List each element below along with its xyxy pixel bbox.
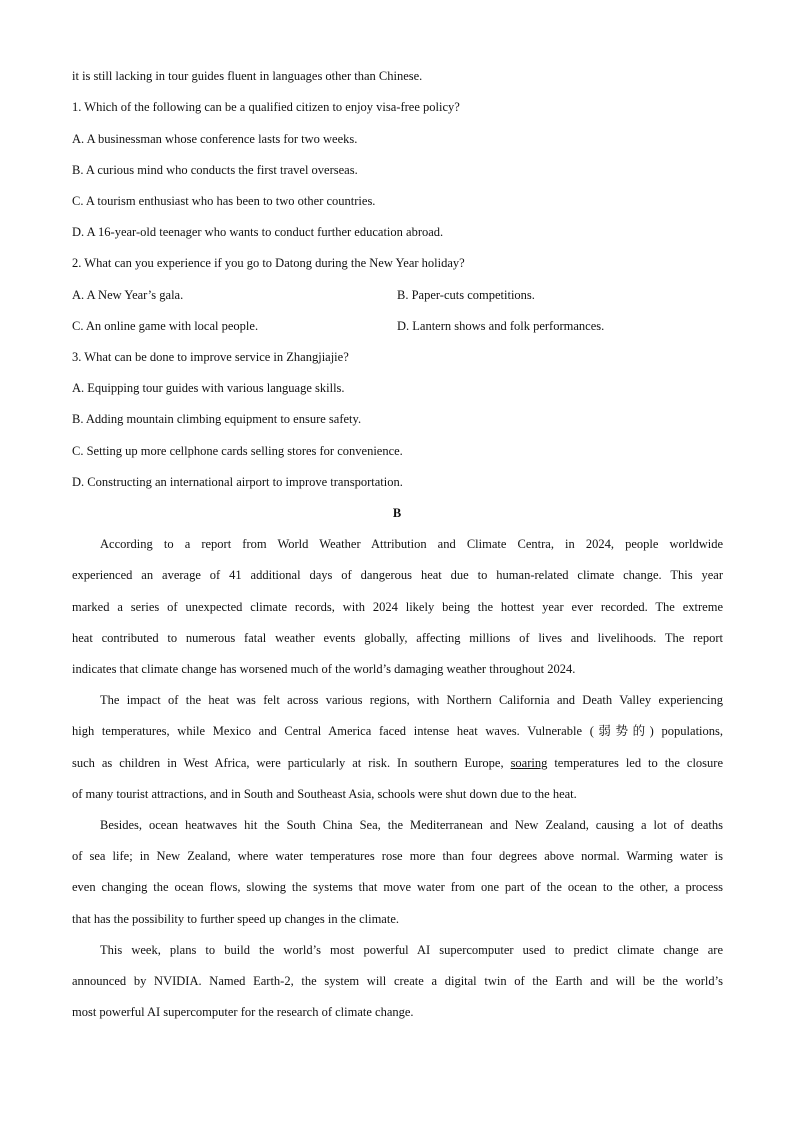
passage-b-line: that has the possibility to further speed up changes in the climate. — [72, 912, 400, 926]
passage-b-line: The impact of the heat was felt across various regions, with Northern California and Death Valley experiencing — [100, 693, 723, 707]
section-b-heading: B — [392, 506, 402, 520]
underlined-word: soaring — [510, 756, 548, 770]
question-3-option-a: A. Equipping tour guides with various language skills. — [72, 381, 345, 395]
question-1-option-a: A. A businessman whose conference lasts for two weeks. — [72, 132, 358, 146]
passage-b-line: announced by NVIDIA. Named Earth-2, the system will create a digital twin of the Earth and will be the world’s — [72, 974, 723, 988]
passage-b-line: heat contributed to numerous fatal weather events globally, affecting millions of lives and livelihoods. The report — [72, 631, 723, 645]
question-3-option-c: C. Setting up more cellphone cards selling stores for convenience. — [72, 444, 403, 458]
question-3-stem: 3. What can be done to improve service in Zhangjiajie? — [72, 350, 349, 364]
question-2-option-a: A. A New Year’s gala. — [72, 288, 184, 302]
passage-b-line: According to a report from World Weather Attribution and Climate Centra, in 2024, people worldwide — [100, 537, 723, 551]
passage-b-line: even changing the ocean flows, slowing the systems that move water from one part of the ocean to the other, a process — [72, 880, 723, 894]
passage-b-line: indicates that climate change has worsened much of the world’s damaging weather throughout 2024. — [72, 662, 576, 676]
question-1-option-c: C. A tourism enthusiast who has been to two other countries. — [72, 194, 376, 208]
question-1-option-d: D. A 16-year-old teenager who wants to conduct further education abroad. — [72, 225, 444, 239]
question-2-option-b: B. Paper-cuts competitions. — [397, 288, 535, 302]
question-1-stem: 1. Which of the following can be a qualified citizen to enjoy visa-free policy? — [72, 100, 460, 114]
question-3-option-d: D. Constructing an international airport to improve transportation. — [72, 475, 403, 489]
passage-a-last-line: it is still lacking in tour guides fluent in languages other than Chinese. — [72, 69, 423, 83]
passage-b-line: experienced an average of 41 additional days of dangerous heat due to human-related climate change. This year — [72, 568, 723, 582]
passage-b-line: Besides, ocean heatwaves hit the South China Sea, the Mediterranean and New Zealand, causing a lot of deaths — [100, 818, 723, 832]
passage-b-line: This week, plans to build the world’s most powerful AI supercomputer used to predict climate change are — [100, 943, 723, 957]
passage-b-line: of sea life; in New Zealand, where water temperatures rose more than four degrees above normal. Warming water is — [72, 849, 723, 863]
passage-b-text: such as children in West Africa, were particularly at risk. In southern Europe, — [72, 756, 504, 770]
question-2-stem: 2. What can you experience if you go to Datong during the New Year holiday? — [72, 256, 465, 270]
question-3-option-b: B. Adding mountain climbing equipment to ensure safety. — [72, 412, 362, 426]
question-1-option-b: B. A curious mind who conducts the first travel overseas. — [72, 163, 358, 177]
passage-b-line: high temperatures, while Mexico and Central America faced intense heat waves. Vulnerable (弱势的) populations, — [72, 724, 723, 738]
passage-b-line — [72, 755, 723, 771]
passage-b-line: of many tourist attractions, and in South and Southeast Asia, schools were shut down due to the heat. — [72, 787, 577, 801]
question-2-option-c: C. An online game with local people. — [72, 319, 259, 333]
passage-b-line: marked a series of unexpected climate records, with 2024 likely being the hottest year ever recorded. The extreme — [72, 600, 723, 614]
passage-b-line: most powerful AI supercomputer for the research of climate change. — [72, 1005, 414, 1019]
passage-b-text: temperatures led to the closure — [554, 756, 724, 770]
question-2-option-d: D. Lantern shows and folk performances. — [397, 319, 605, 333]
